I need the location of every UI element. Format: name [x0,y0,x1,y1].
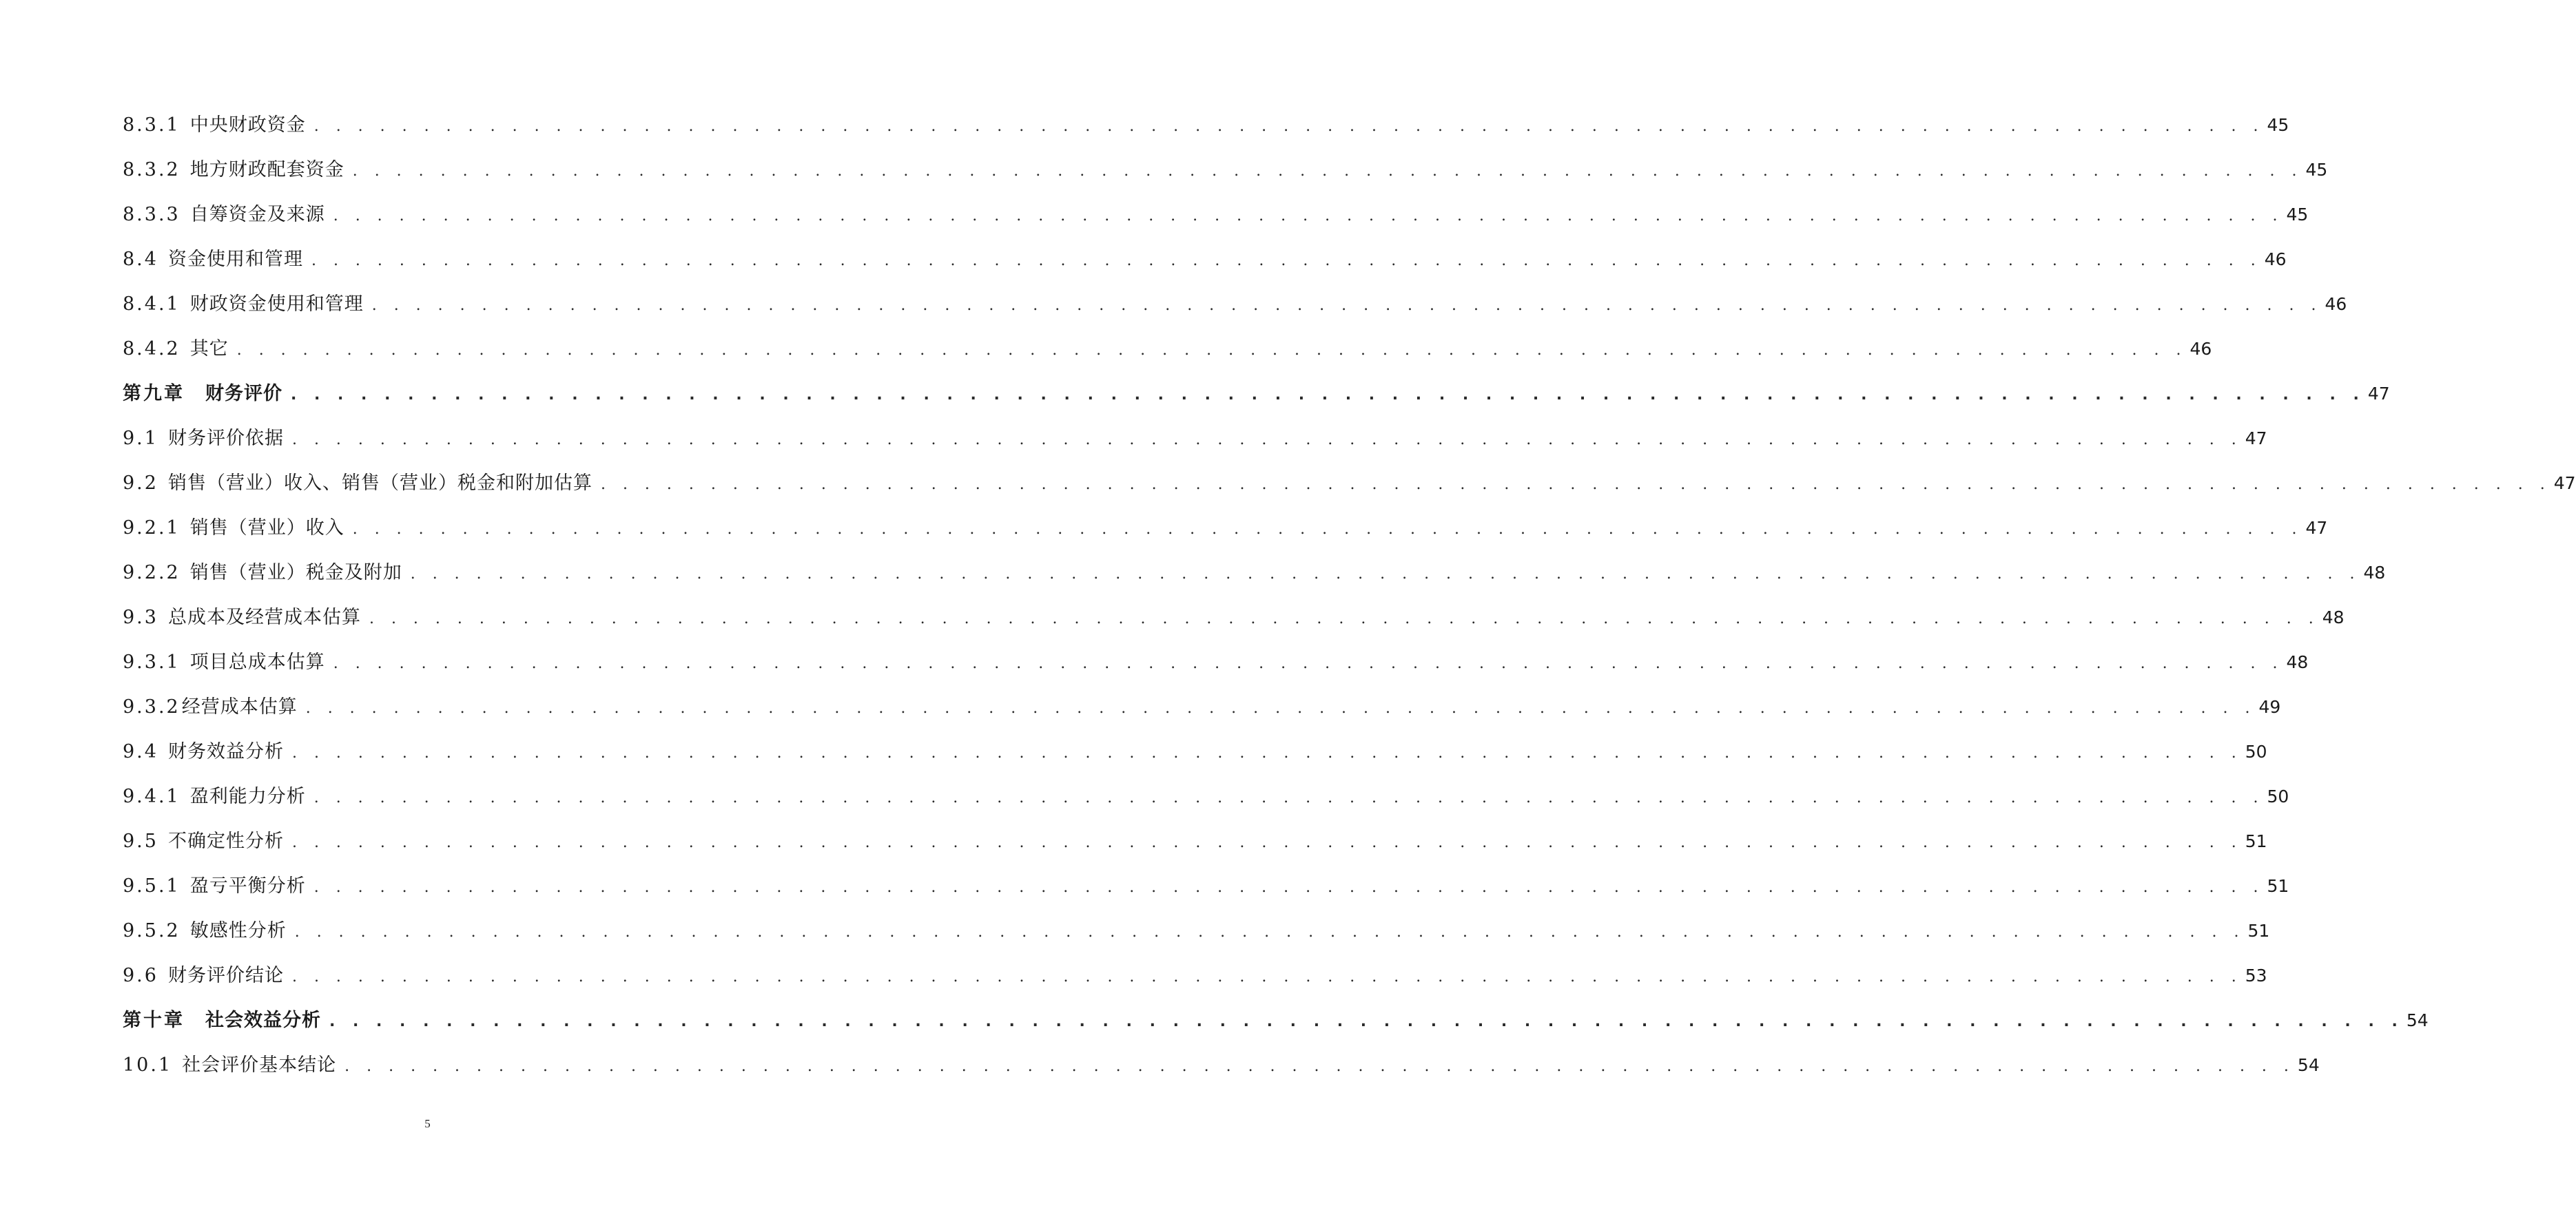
toc-entry-title: 盈亏平衡分析 [189,875,306,897]
toc-entry-title: 中央财政资金 [189,114,306,136]
toc-entry[interactable] [123,149,2328,194]
toc-entry-page: 46 [2325,294,2347,314]
toc-entry-number: 9.5.1 [123,875,181,897]
toc-entry[interactable] [123,463,2576,508]
toc-entry-page: 47 [2245,428,2267,448]
toc-entry-number: 8.3.3 [123,204,181,225]
toc-entry-page: 50 [2245,742,2267,762]
toc-entry-title: 项目总成本估算 [189,652,325,673]
toc-entry[interactable] [123,731,2267,776]
toc-entry-page: 45 [2305,160,2328,180]
toc-chapter-entry[interactable] [123,1000,2429,1045]
toc-entry[interactable] [123,552,2386,597]
toc-dot-leader: . . . . . . . . . . . . . . . . . . . . . . . . . . . . . . . . . . . . . . . . . . . . . . . . . . . . . . . . . . . . . . . . . . . . . . . . . . . . . . . . . . . . . . . . . [369,610,2320,627]
toc-entry-title: 财务效益分析 [167,741,284,762]
toc-entry-number: 9.5.2 [123,920,181,941]
table-of-contents [123,105,2576,1090]
toc-entry-page: 48 [2322,607,2345,627]
toc-dot-leader: . . . . . . . . . . . . . . . . . . . . . . . . . . . . . . . . . . . . . . . . . . . . . . . . . . . . . . . . . . . . . . . . . . . . . . . . . . . . . . . . . . . . . . . . . [313,879,2265,896]
toc-entry-page: 46 [2264,249,2287,269]
toc-entry-page: 54 [2297,1055,2320,1075]
toc-entry-page: 45 [2286,205,2309,225]
page-number: 5 [424,1117,431,1130]
toc-entry-title: 销售（营业）收入、销售（营业）税金和附加估算 [167,472,593,494]
toc-dot-leader: . . . . . . . . . . . . . . . . . . . . . . . . . . . . . . . . . . . . . . . . . . . . . . . . . . . . . . . . . . . . . . . . . . . . . . . . . . . . . . . . . . . . . . . . . [294,924,2245,941]
toc-entry-page: 47 [2553,473,2576,493]
toc-entry-number: 8.4.1 [123,293,181,315]
toc-entry[interactable] [123,776,2289,821]
toc-entry-number: 第九章 [123,383,185,404]
toc-entry-number: 9.3 [123,607,158,628]
toc-entry-page: 53 [2245,966,2267,986]
toc-entry-page: 49 [2258,697,2281,717]
toc-entry[interactable] [123,194,2309,239]
toc-entry-title: 总成本及经营成本估算 [167,607,361,628]
toc-dot-leader: . . . . . . . . . . . . . . . . . . . . . . . . . . . . . . . . . . . . . . . . . . . . . . . . . . . . . . . . . . . . . . . . . . . . . . . . . . . . . . . . . . . . . . . . . [291,968,2243,986]
toc-entry-page: 47 [2305,518,2328,538]
toc-entry[interactable] [123,329,2212,373]
toc-entry[interactable] [123,597,2345,642]
toc-entry-page: 48 [2363,563,2386,583]
toc-entry-title: 不确定性分析 [167,831,284,852]
toc-dot-leader: . . . . . . . . . . . . . . . . . . . . . . . . . . . . . . . . . . . . . . . . . . . . . . . . . . . . . . . . . . . . . . . . . . . . . . . . . . . . . . . . . . . . . . . . . [313,789,2265,806]
toc-entry-title: 经营成本估算 [181,696,298,718]
toc-entry[interactable] [123,821,2267,866]
toc-entry-title: 社会评价基本结论 [182,1054,337,1076]
toc-entry[interactable] [123,418,2267,463]
toc-entry[interactable] [123,284,2347,329]
toc-dot-leader: . . . . . . . . . . . . . . . . . . . . . . . . . . . . . . . . . . . . . . . . . . . . . . . . . . . . . . . . . . . . . . . . . . . . . . . . . . . . . . . . . . . . . . . . . [352,163,2303,180]
toc-entry-page: 47 [2367,384,2390,404]
toc-entry-title: 财务评价 [205,383,282,404]
toc-entry-page: 50 [2267,787,2289,806]
toc-entry-number: 8.3.1 [123,114,181,136]
toc-entry-number: 9.2.1 [123,517,181,539]
toc-entry-page: 45 [2267,115,2289,135]
toc-entry[interactable] [123,105,2289,149]
toc-entry-number: 8.4.2 [123,338,181,360]
toc-entry-title: 财政资金使用和管理 [189,293,364,315]
toc-entry-number: 9.6 [123,965,158,986]
toc-entry[interactable] [123,687,2281,731]
toc-entry-number: 8.4 [123,249,158,270]
toc-entry-number: 9.3.2 [123,696,181,718]
toc-entry[interactable] [123,866,2289,910]
toc-entry-number: 第十章 [123,1010,185,1031]
toc-dot-leader: . . . . . . . . . . . . . . . . . . . . . . . . . . . . . . . . . . . . . . . . . . . . . . . . . . . . . . . . . . . . . . . . . . . . . . . . . . . . . . . . . . . . . . . . . [305,700,2256,717]
toc-entry-number: 8.3.2 [123,159,181,180]
toc-dot-leader: . . . . . . . . . . . . . . . . . . . . . . . . . . . . . . . . . . . . . . . . . . . . . . . . . . . . . . . . . . . . . . . . . . . . . . . . . . . . . . . . . . . . . . . . . [329,1013,2404,1030]
toc-entry[interactable] [123,508,2328,552]
toc-entry-page: 54 [2406,1010,2429,1030]
toc-entry-number: 9.4 [123,741,158,762]
toc-entry[interactable] [123,955,2267,1000]
toc-dot-leader: . . . . . . . . . . . . . . . . . . . . . . . . . . . . . . . . . . . . . . . . . . . . . . . . . . . . . . . . . . . . . . . . . . . . . . . . . . . . . . . . . . . . . . . . . [291,834,2243,851]
toc-entry-page: 51 [2267,876,2289,896]
toc-entry-page: 51 [2245,831,2267,851]
toc-entry-number: 9.4.1 [123,786,181,807]
toc-entry-title: 销售（营业）税金及附加 [189,562,402,583]
toc-entry[interactable] [123,1045,2320,1090]
toc-entry[interactable] [123,239,2287,284]
toc-dot-leader: . . . . . . . . . . . . . . . . . . . . . . . . . . . . . . . . . . . . . . . . . . . . . . . . . . . . . . . . . . . . . . . . . . . . . . . . . . . . . . . . . . . . . . . . . [600,476,2551,493]
toc-entry-number: 10.1 [123,1054,173,1076]
toc-dot-leader: . . . . . . . . . . . . . . . . . . . . . . . . . . . . . . . . . . . . . . . . . . . . . . . . . . . . . . . . . . . . . . . . . . . . . . . . . . . . . . . . . . . . . . . . . [371,297,2322,314]
toc-dot-leader: . . . . . . . . . . . . . . . . . . . . . . . . . . . . . . . . . . . . . . . . . . . . . . . . . . . . . . . . . . . . . . . . . . . . . . . . . . . . . . . . . . . . . . . . . [344,1058,2295,1075]
toc-entry[interactable] [123,642,2309,687]
toc-dot-leader: . . . . . . . . . . . . . . . . . . . . . . . . . . . . . . . . . . . . . . . . . . . . . . . . . . . . . . . . . . . . . . . . . . . . . . . . . . . . . . . . . . . . . . . . . [236,342,2187,359]
toc-chapter-entry[interactable] [123,373,2390,418]
toc-entry-page: 48 [2286,652,2309,672]
toc-dot-leader: . . . . . . . . . . . . . . . . . . . . . . . . . . . . . . . . . . . . . . . . . . . . . . . . . . . . . . . . . . . . . . . . . . . . . . . . . . . . . . . . . . . . . . . . . [291,431,2243,448]
toc-entry-title: 盈利能力分析 [189,786,306,807]
toc-entry-title: 社会效益分析 [205,1010,321,1031]
toc-entry-number: 9.1 [123,428,158,449]
toc-entry-title: 财务评价结论 [167,965,284,986]
toc-dot-leader: . . . . . . . . . . . . . . . . . . . . . . . . . . . . . . . . . . . . . . . . . . . . . . . . . . . . . . . . . . . . . . . . . . . . . . . . . . . . . . . . . . . . . . . . . [311,252,2262,269]
toc-entry-number: 9.2.2 [123,562,181,583]
toc-dot-leader: . . . . . . . . . . . . . . . . . . . . . . . . . . . . . . . . . . . . . . . . . . . . . . . . . . . . . . . . . . . . . . . . . . . . . . . . . . . . . . . . . . . . . . . . . [333,655,2284,672]
toc-entry-number: 9.2 [123,472,158,494]
toc-entry-page: 51 [2247,921,2270,941]
toc-dot-leader: . . . . . . . . . . . . . . . . . . . . . . . . . . . . . . . . . . . . . . . . . . . . . . . . . . . . . . . . . . . . . . . . . . . . . . . . . . . . . . . . . . . . . . . . . [410,565,2361,583]
toc-entry-title: 其它 [189,338,229,360]
toc-entry-number: 9.3.1 [123,652,181,673]
toc-dot-leader: . . . . . . . . . . . . . . . . . . . . . . . . . . . . . . . . . . . . . . . . . . . . . . . . . . . . . . . . . . . . . . . . . . . . . . . . . . . . . . . . . . . . . . . . . [333,207,2284,225]
toc-dot-leader: . . . . . . . . . . . . . . . . . . . . . . . . . . . . . . . . . . . . . . . . . . . . . . . . . . . . . . . . . . . . . . . . . . . . . . . . . . . . . . . . . . . . . . . . . [313,118,2265,135]
toc-entry-number: 9.5 [123,831,158,852]
toc-entry-title: 资金使用和管理 [167,249,303,270]
toc-dot-leader: . . . . . . . . . . . . . . . . . . . . . . . . . . . . . . . . . . . . . . . . . . . . . . . . . . . . . . . . . . . . . . . . . . . . . . . . . . . . . . . . . . . . . . . . . [291,386,2365,404]
toc-entry-title: 地方财政配套资金 [189,159,344,180]
toc-entry-title: 财务评价依据 [167,428,284,449]
toc-entry[interactable] [123,910,2270,955]
toc-dot-leader: . . . . . . . . . . . . . . . . . . . . . . . . . . . . . . . . . . . . . . . . . . . . . . . . . . . . . . . . . . . . . . . . . . . . . . . . . . . . . . . . . . . . . . . . . [291,744,2243,762]
toc-entry-title: 自筹资金及来源 [189,204,325,225]
toc-entry-title: 销售（营业）收入 [189,517,344,539]
toc-entry-title: 敏感性分析 [189,920,287,941]
toc-entry-page: 46 [2189,339,2212,359]
toc-dot-leader: . . . . . . . . . . . . . . . . . . . . . . . . . . . . . . . . . . . . . . . . . . . . . . . . . . . . . . . . . . . . . . . . . . . . . . . . . . . . . . . . . . . . . . . . . [352,521,2303,538]
